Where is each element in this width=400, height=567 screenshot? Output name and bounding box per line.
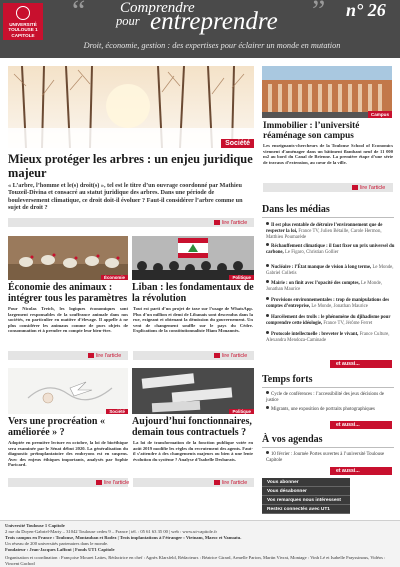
bullet-icon bbox=[266, 391, 269, 394]
footer-address: 2 rue du Doyen-Gabriel-Marty – 31042 Toulouse cedex 9 – France | tél. : 05 61 63 35 00 | web : www.ut-capitole.fr bbox=[5, 529, 218, 534]
medias-section-title: Dans les médias bbox=[262, 204, 330, 215]
article-read-more[interactable]: lire l'article bbox=[214, 353, 247, 359]
media-item[interactable]: Réchauffement climatique : il faut fixer un prix universel du carbone, Le Figaro, Christian Gollier bbox=[266, 244, 395, 255]
article-body: Pour Nicolas Treich, les logiques économiques sont largement responsables de la souffrance animale dans nos sociétés, en particulier en matière d’élevage. Il appelle à ne plus considérer les animaux comme de purs objets de consommation et à prendre en compte leur bien-être. bbox=[8, 306, 128, 334]
article-read-more[interactable]: lire l'article bbox=[214, 480, 247, 486]
event-item[interactable]: Migrants, une exposition de portraits photographiques bbox=[266, 406, 396, 413]
arrow-icon bbox=[214, 353, 220, 358]
arrow-icon bbox=[352, 185, 358, 190]
quote-close-icon: ” bbox=[312, 0, 326, 27]
category-badge: Société bbox=[221, 139, 254, 148]
bullet-icon bbox=[266, 222, 269, 225]
article-headline[interactable]: Vers une procréation « améliorée » ? bbox=[8, 416, 105, 438]
medias-more-button[interactable]: et aussi... bbox=[330, 360, 392, 368]
main-story-read-more[interactable]: lire l'article bbox=[214, 220, 247, 226]
issue-number: n° 26 bbox=[346, 0, 386, 20]
campus-story-body: Les enseignants-chercheurs de la Toulouse School of Economics viennent d’aménager dans un bâtiment flambant neuf de 11 000 m2 au bord du Canal de Brienne. La première étape d’une série de travaux d’extension, au cœur de la ville. bbox=[263, 143, 393, 165]
media-item[interactable]: Il est plus rentable de détruire l’environnement que de respecter la loi, France TV, Julien Bétaille, Carole Hermon, Matthieu Poumarède bbox=[266, 223, 383, 240]
article-body: La loi de transformation de la fonction publique votée en août 2019 modifie les règles du recrutement des agents. Faut-il s’attendre à des changements majeurs ou bien à une lente évolution du système ? Analyse d’Isabelle Desbarats. bbox=[133, 440, 253, 462]
bullet-icon bbox=[266, 406, 269, 409]
subscribe-link[interactable]: Vous abonner bbox=[262, 478, 350, 487]
arrow-icon bbox=[88, 353, 94, 358]
temps-forts-more-button[interactable]: et aussi... bbox=[330, 421, 392, 429]
unsubscribe-link[interactable]: Vous désabonner bbox=[262, 487, 350, 496]
bullet-icon bbox=[266, 331, 269, 334]
footer-network: Un réseau de 200 universités partenaires dans le monde. bbox=[5, 541, 109, 546]
tagline: Droit, économie, gestion : des expertises pour éclairer un monde en mutation bbox=[83, 41, 341, 50]
campus-story-read-more[interactable]: lire l'article bbox=[352, 185, 385, 191]
agendas-more-button[interactable]: et aussi... bbox=[330, 467, 392, 475]
temps-forts-title: Temps forts bbox=[262, 374, 313, 385]
agenda-item[interactable]: 10 février : Journée Portes ouvertes à l’université Toulouse Capitole bbox=[266, 452, 385, 463]
quote-open-icon: “ bbox=[72, 0, 86, 27]
arrow-icon bbox=[214, 480, 220, 485]
agendas-title: À vos agendas bbox=[262, 434, 323, 445]
newsletter-header bbox=[0, 0, 400, 58]
media-item[interactable]: Nucléaire : l’État manque de vision à long terme, Le Monde, Gabriel Colletis bbox=[266, 265, 394, 276]
bullet-icon bbox=[266, 243, 269, 246]
university-logo[interactable]: UNIVERSITÉ TOULOUSE 1 CAPITOLE bbox=[3, 3, 43, 40]
campus-story-image[interactable] bbox=[262, 66, 392, 118]
media-item[interactable]: Protocole intellectuelle : breveter le vivant, France Culture, Alexandra Mendoza-Caminade bbox=[266, 332, 390, 343]
media-item[interactable]: Mairie : on finit avec l’opacité des comptes, Le Monde, Jonathan Maurice bbox=[266, 281, 382, 292]
main-story-lead: « L’arbre, l’homme et le(s) droit(s) », tel est le titre d’un ouvrage coordonné par Mathieu Touzeil-Divina et consacré au statut juridique des arbres. Dans une période de bouleversement climatique, ce droit doit-il évoluer ? Faut-il considérer l’arbre comme un sujet de droit ? bbox=[8, 182, 243, 212]
main-story-image[interactable] bbox=[8, 66, 254, 148]
section-divider bbox=[262, 447, 394, 448]
campus-story-headline[interactable]: Immobilier : l’université réaménage son campus bbox=[263, 120, 360, 140]
article-headline[interactable]: Économie des animaux : intégrer tous les paramètres bbox=[8, 282, 128, 304]
feedback-link[interactable]: Vos remarques nous intéressent bbox=[262, 496, 350, 505]
article-body: Tout est parti d’un projet de taxe sur l’usage de WhatsApp. Plus d’un million et demi de Libanais sont descendus dans la rue, exigeant et obtenant la démission du gouvernement. Un vent de changement souffle sur le pays du Cèdre. Explications de la constitutionnaliste Hiam Mouannès. bbox=[133, 306, 253, 334]
bullet-icon bbox=[266, 264, 269, 267]
footer-credits: Organisation et coordination : Françoise Mouret Lattes, Rédactrice en chef : Agnès Klarsfeld, Rédacteurs : Béatrice Girard, Armelle Parion, Martin Vivrat, Montage : Vinh Lé et Isabelle Frayssinous, Vidéos : Vincent Gachod bbox=[5, 555, 386, 566]
article-read-more[interactable]: lire l'article bbox=[96, 480, 129, 486]
bullet-icon bbox=[266, 451, 269, 454]
arrow-icon bbox=[214, 220, 220, 225]
article-image-contracts[interactable] bbox=[132, 368, 254, 414]
event-item[interactable]: Cycle de conférences : l’accessibilité des jeux décisions de justice bbox=[266, 392, 384, 403]
main-story-headline[interactable]: Mieux protéger les arbres : un enjeu juridique majeur bbox=[8, 152, 253, 180]
category-badge: Société bbox=[106, 409, 128, 414]
article-image-procreation[interactable] bbox=[8, 368, 128, 414]
article-headline[interactable]: Liban : les fondamentaux de la révolution bbox=[132, 282, 254, 304]
arrow-icon bbox=[96, 480, 102, 485]
article-read-more[interactable]: lire l'article bbox=[88, 353, 121, 359]
category-badge: Politique bbox=[229, 409, 254, 414]
bullet-icon bbox=[266, 280, 269, 283]
bullet-icon bbox=[266, 297, 269, 300]
article-image-animals[interactable] bbox=[8, 236, 128, 280]
footer bbox=[0, 520, 400, 567]
article-headline[interactable]: Aujourd’hui fonctionnaires, demain tous contractuels ? bbox=[132, 416, 252, 438]
title-pour: pour bbox=[116, 14, 140, 28]
title-entreprendre: entreprendre bbox=[150, 8, 278, 35]
stay-connected-link[interactable]: Restez connectés avec UT1 bbox=[262, 505, 350, 514]
category-badge: Campus bbox=[368, 111, 392, 118]
footer-campuses: Trois campus en France : Toulouse, Montauban et Rodez | Trois implantations à l’étranger : Vietnam, Maroc et Vanuatu. bbox=[5, 535, 242, 540]
bullet-icon bbox=[266, 314, 269, 317]
article-body: Adoptée en première lecture en octobre, la loi de bioéthique sera examinée par le Sénat début 2020. La généralisation du diagnostic préimplantatoire des embryons est en suspens. Avec des enjeux éthiques importants, analysés par Sophie Paricard. bbox=[8, 440, 128, 468]
footer-university: Université Toulouse 1 Capitole bbox=[5, 523, 65, 528]
section-divider bbox=[262, 387, 394, 388]
footer-founder: Fondateur : Jean-Jacques Laffont | Fonds UT1 Capitole bbox=[5, 547, 115, 552]
subscription-links bbox=[262, 478, 350, 514]
category-badge: Économie bbox=[101, 275, 128, 280]
media-item[interactable]: Provisions environnementales : trop de manipulations des comptes d’entreprise, Le Monde, Jonathan Maurice bbox=[266, 298, 390, 309]
category-badge: Politique bbox=[229, 275, 254, 280]
seal-icon bbox=[16, 6, 30, 20]
title-comprendre: Comprendre bbox=[120, 0, 195, 16]
section-divider bbox=[262, 217, 394, 218]
media-item[interactable]: Harcèlement des trolls : le phénomène du djihadisme pour comprendre cette idéologie, France TV, Jérôme Ferret bbox=[266, 315, 391, 326]
article-image-lebanon[interactable] bbox=[132, 236, 254, 280]
